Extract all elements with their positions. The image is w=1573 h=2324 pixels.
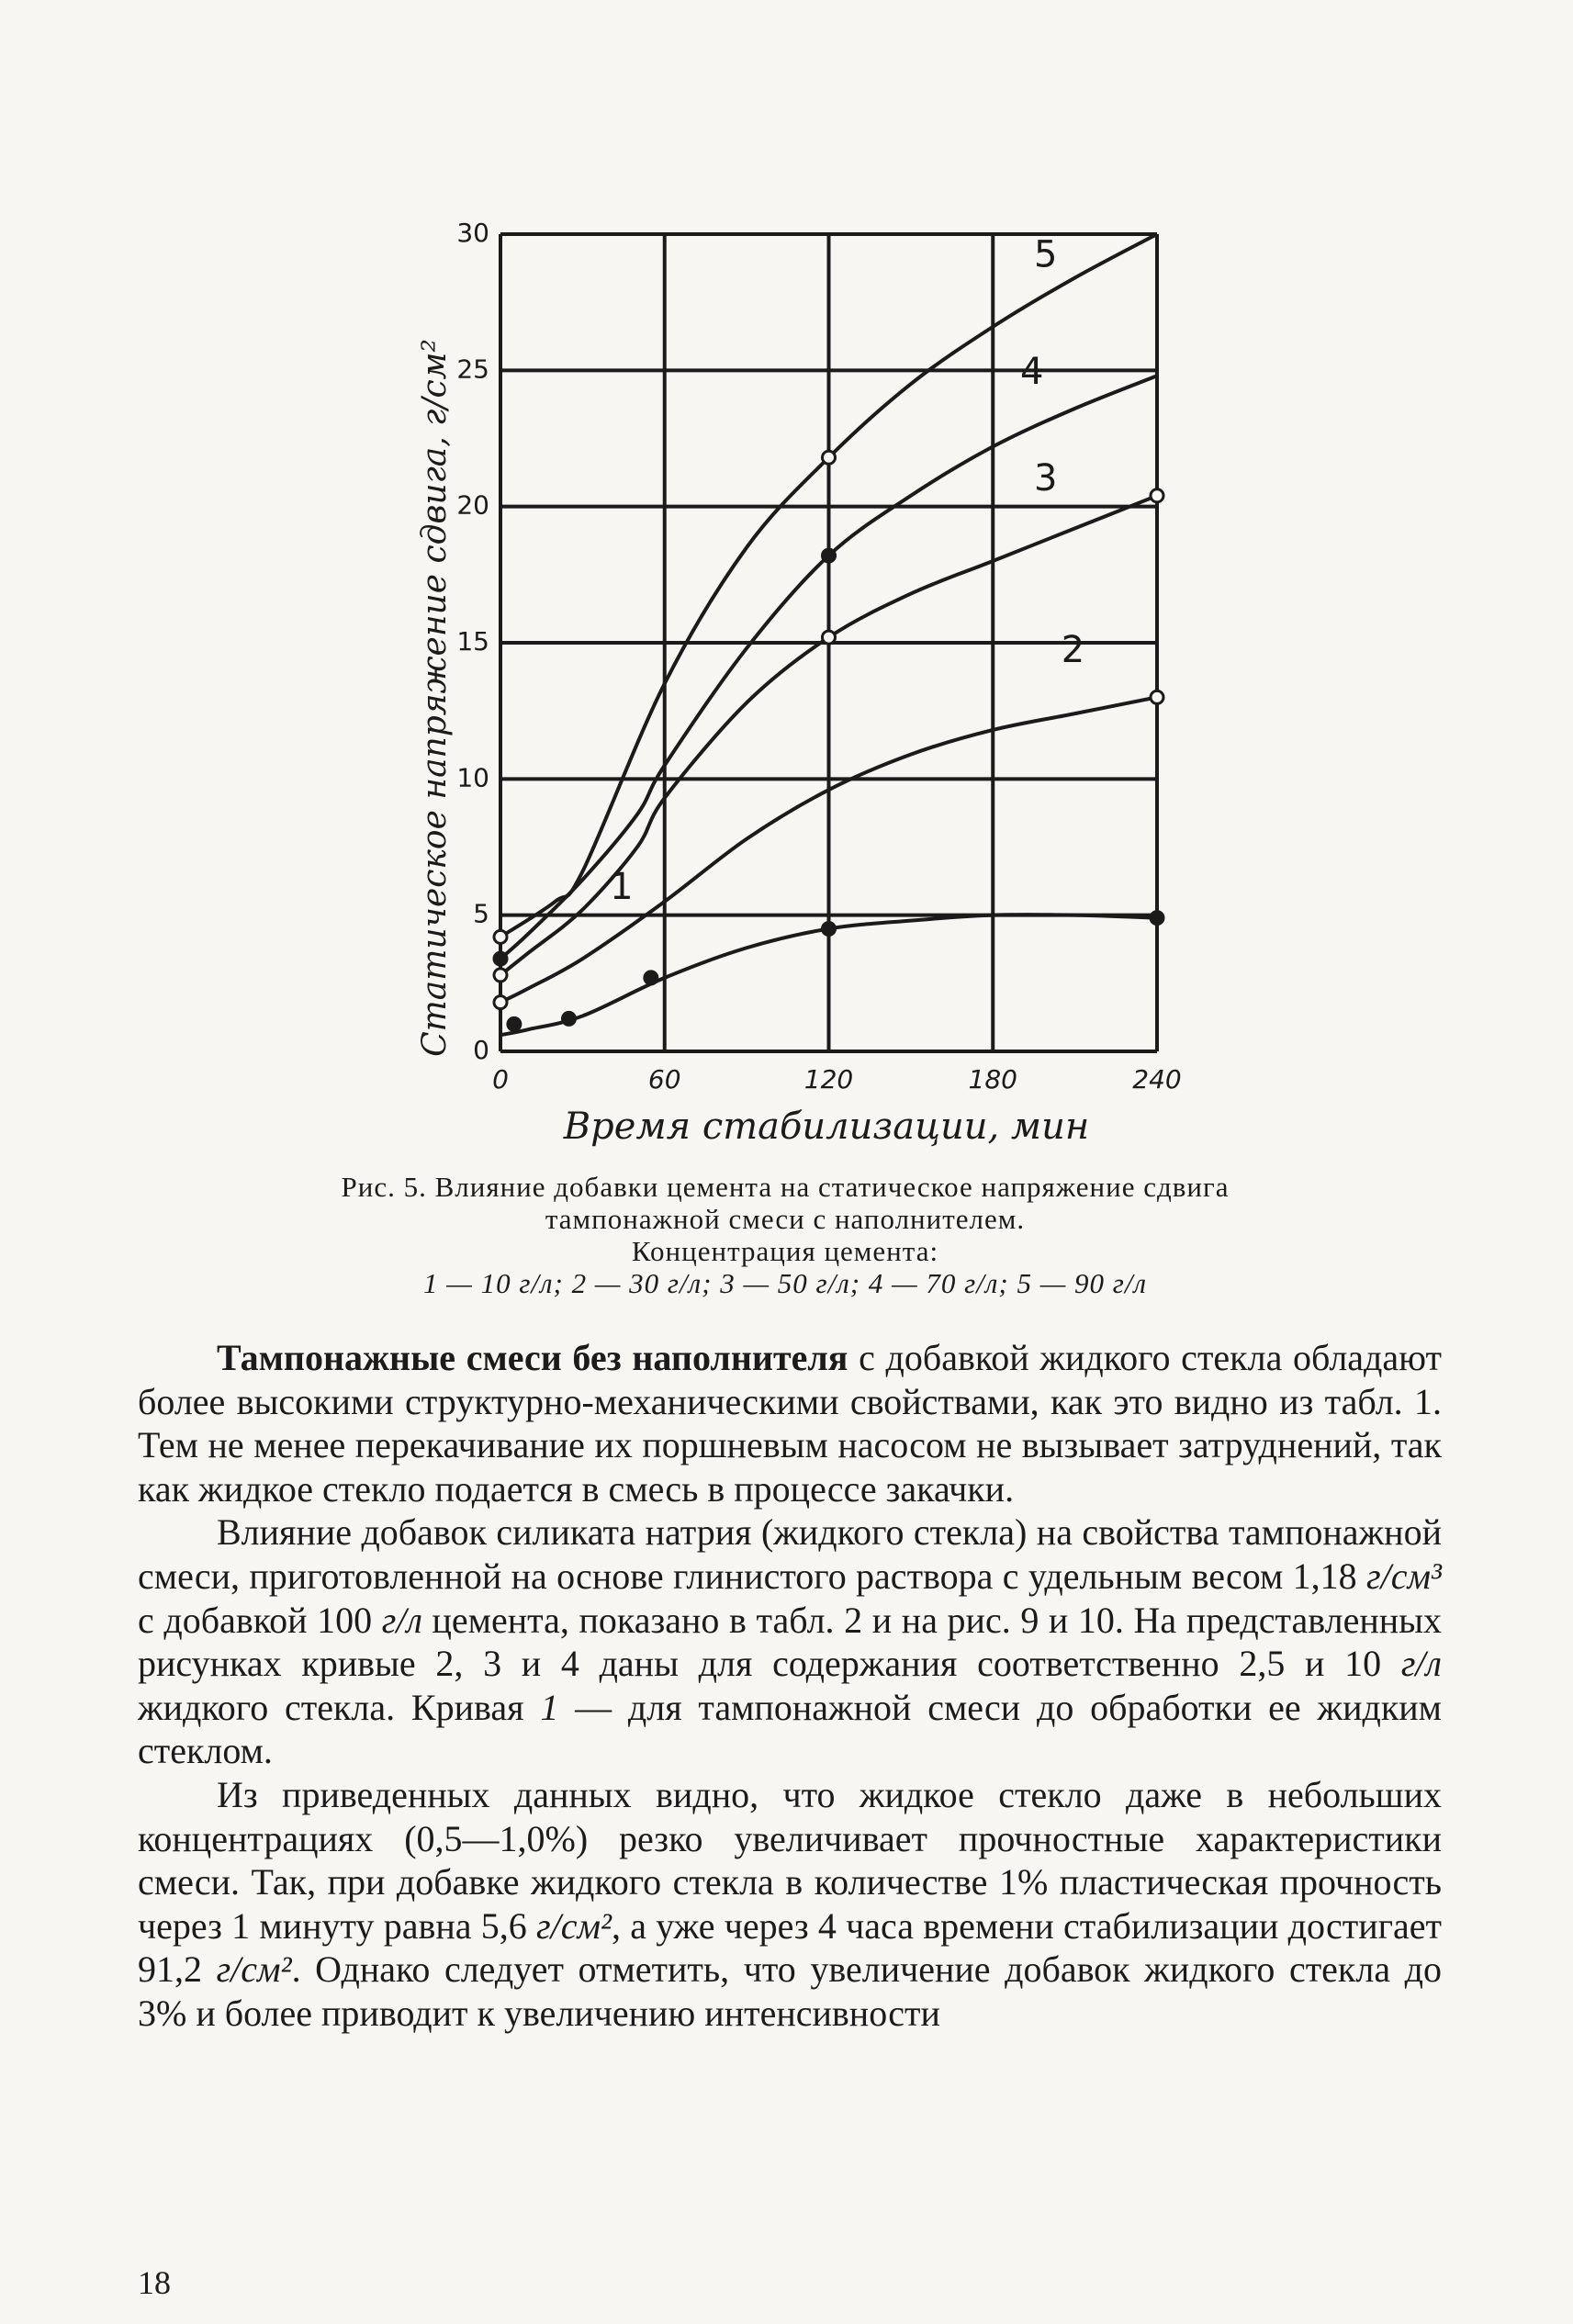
unit-g-l-2: г/л xyxy=(1400,1643,1442,1685)
paragraph-3 xyxy=(138,1773,1442,2036)
caption-line-2: тампонажной смеси с наполнителем. xyxy=(545,1203,1026,1235)
marker-5-0 xyxy=(494,930,507,943)
marker-3-1 xyxy=(823,631,836,644)
curve-label-2: 2 xyxy=(1061,628,1085,671)
marker-1-2 xyxy=(645,971,657,984)
unit-g-cm2: г/см² xyxy=(535,1904,612,1947)
body-text xyxy=(138,1336,1442,2036)
x-tick-4: 240 xyxy=(1132,1064,1182,1095)
marker-3-0 xyxy=(494,969,507,982)
x-tick-2: 120 xyxy=(803,1064,854,1095)
marker-4-0 xyxy=(494,952,507,965)
x-tick-1: 60 xyxy=(647,1064,681,1095)
y-tick-1: 5 xyxy=(473,898,489,929)
paragraph-2-text-d: жидкого стекла. Кривая xyxy=(138,1686,541,1728)
y-tick-4: 20 xyxy=(456,489,489,521)
y-axis-label: Статическое напряжение сдвига, г/см² xyxy=(416,339,454,1057)
y-tick-2: 10 xyxy=(456,762,489,793)
caption-line-4: 1 — 10 г/л; 2 — 30 г/л; 3 — 50 г/л; 4 — 70 г/л; 5 — 90 г/л xyxy=(423,1267,1147,1299)
unit-g-l: г/л xyxy=(381,1599,422,1641)
chart-svg xyxy=(367,147,1249,1148)
paragraph-2-text-a: Влияние добавок силиката натрия (жидкого стекла) на свойства тампонажной смеси, приготовленной на основе глинистого раствора с удельным весом 1,18 xyxy=(138,1511,1442,1597)
marker-2-1 xyxy=(1151,690,1163,703)
curve-label-1: 1 xyxy=(610,865,634,908)
marker-2-0 xyxy=(494,996,507,1009)
figure-5-chart xyxy=(367,147,1249,1148)
paragraph-2-text-e: — для тампонажной смеси до обработки ее жидким стеклом. xyxy=(138,1686,1442,1772)
marker-3-2 xyxy=(1151,489,1163,502)
marker-4-1 xyxy=(823,549,836,562)
caption-line-3: Концентрация цемента: xyxy=(631,1235,939,1267)
caption-line-1: Рис. 5. Влияние добавки цемента на статическое напряжение сдвига xyxy=(341,1171,1230,1203)
paragraph-3-text-b: , а уже через 4 часа времени стабилизации достигает 91,2 xyxy=(138,1904,1442,1991)
x-tick-3: 180 xyxy=(968,1064,1017,1095)
paragraph-2-text-b: с добавкой 100 xyxy=(138,1599,382,1641)
paragraph-2-text-c: цемента, показано в табл. 2 и на рис. 9 и 10. На представленных рисунках кривые 2, 3 и 4 даны для содержания соответственно 2,5 и 10 xyxy=(138,1599,1443,1685)
x-tick-0: 0 xyxy=(492,1064,509,1095)
marker-5-1 xyxy=(823,451,836,464)
curve-label-5: 5 xyxy=(1033,233,1058,276)
y-tick-5: 25 xyxy=(456,354,489,385)
paragraph-3-text-c: . Однако следует отметить, что увеличение добавок жидкого стекла до 3% и более приводит к увеличению интенсивности xyxy=(138,1948,1442,2034)
paragraph-1-heading: Тампонажные смеси без наполнителя xyxy=(217,1337,848,1378)
marker-1-3 xyxy=(823,923,836,936)
paragraph-3-text-a: Из приведенных данных видно, что жидкое стекло даже в небольших концентрациях (0,5—1,0%) резко увеличивает прочностные характеристики смеси. Так, при добавке жидкого стекла в количестве 1% пластическая прочность через 1 минуту равна 5,6 xyxy=(138,1773,1442,1947)
curve-label-3: 3 xyxy=(1033,456,1058,500)
x-axis-label: Время стабилизации, мин xyxy=(563,1106,1090,1148)
unit-g-cm2-2: г/см² xyxy=(216,1948,292,1991)
paragraph-1 xyxy=(138,1336,1442,1510)
marker-1-4 xyxy=(1151,912,1163,925)
y-tick-0: 0 xyxy=(473,1035,489,1065)
paragraph-1-text: с добавкой жидкого стекла обладают более высокими структурно-механическими свойствами, как это видно из табл. 1. Тем не менее перекачивание их поршневым насосом не вызывает затруднений, так как жидкое стекло подается в смесь в процессе закачки. xyxy=(138,1337,1442,1510)
marker-1-0 xyxy=(508,1017,521,1030)
figure-caption xyxy=(211,1171,1359,1299)
y-tick-6: 30 xyxy=(456,218,489,248)
paragraph-2 xyxy=(138,1510,1442,1773)
page-number: 18 xyxy=(138,2264,171,2301)
marker-1-1 xyxy=(562,1012,575,1025)
y-tick-3: 15 xyxy=(456,626,489,657)
curve-ref-1: 1 xyxy=(540,1686,559,1728)
curve-label-4: 4 xyxy=(1020,351,1044,394)
unit-g-cm3: г/см³ xyxy=(1366,1555,1442,1597)
